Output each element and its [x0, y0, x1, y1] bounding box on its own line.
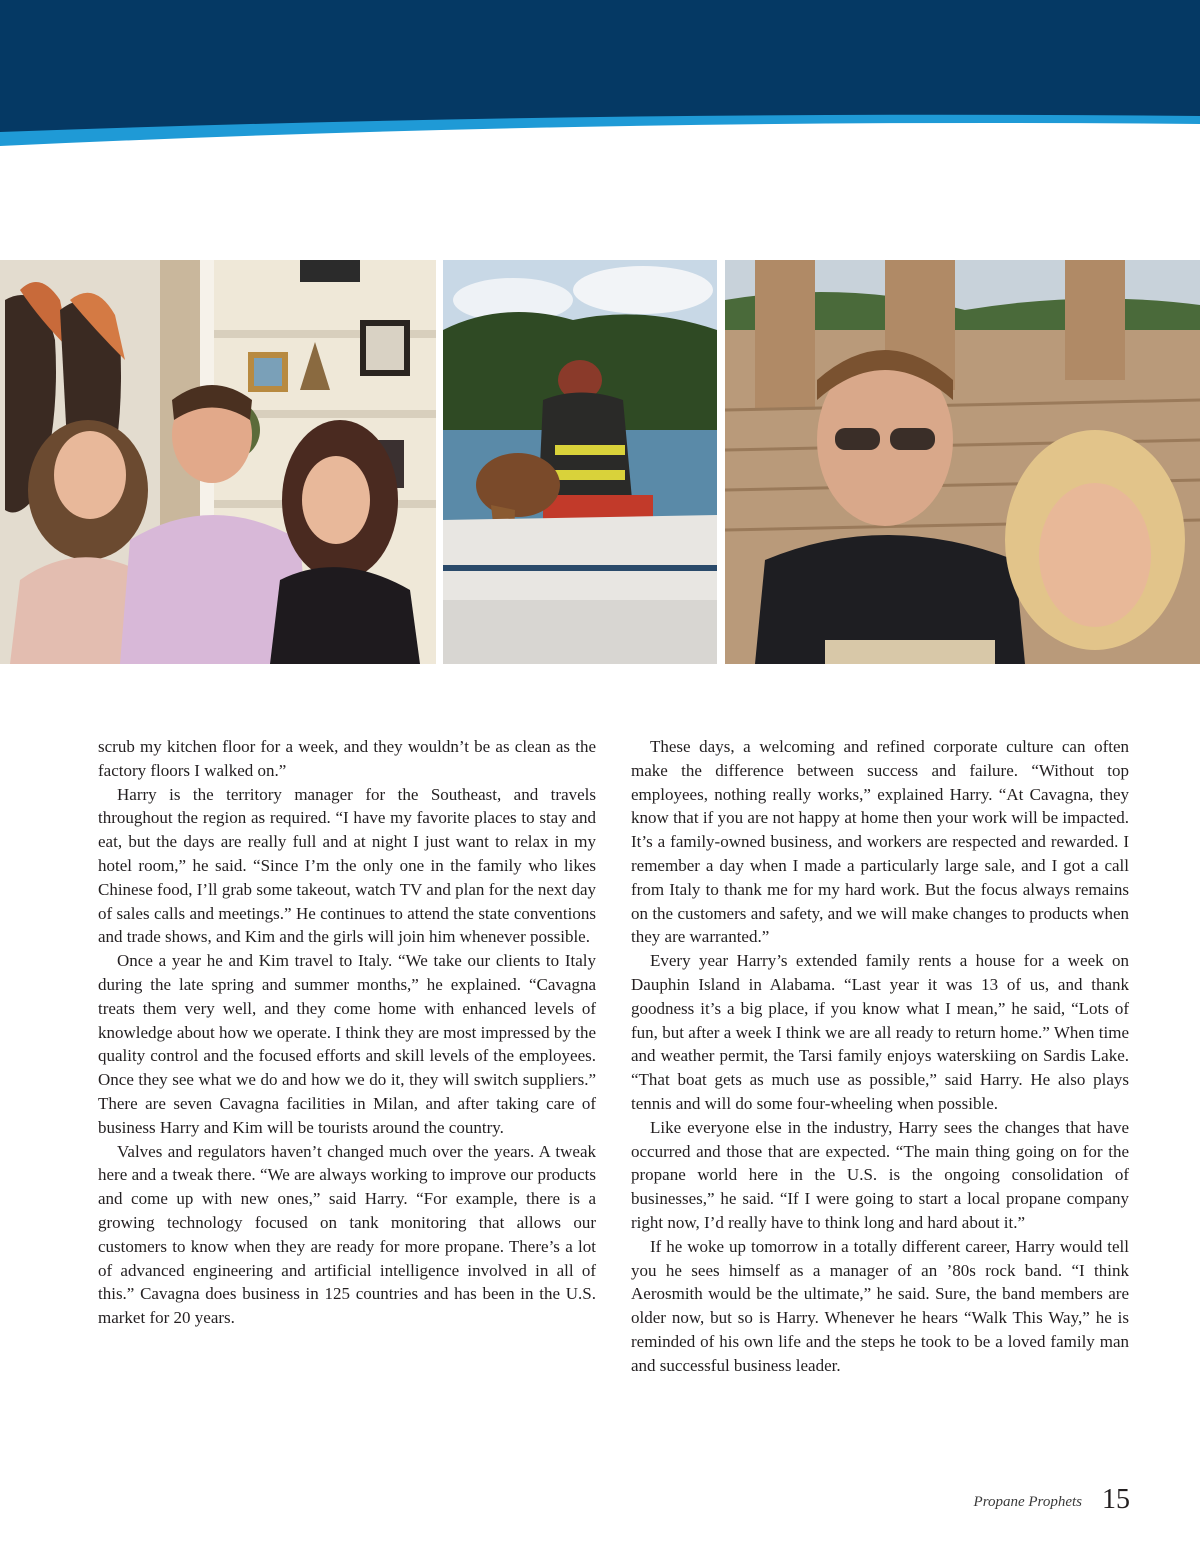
header-band	[0, 0, 1200, 150]
family-photo	[0, 260, 436, 664]
paragraph: scrub my kitchen floor for a week, and they wouldn’t be as clean as the factory floors I walked on.”	[98, 737, 596, 780]
paragraph: These days, a welcoming and refined corporate culture can often make the difference between success and failure. “Without top employees, nothing really works,” explained Harry. “At Cavagna, they know that if you are not happy at home then your work will be impacted. It’s a family-owned business, and workers are respected and rewarded. I remember a day when I made a particularly large sale, and I got a call from Italy to thank me for my hard work. But the focus always remains on the customers and safety, and we will make changes to products when they are warranted.”	[631, 737, 1129, 947]
article-column-right	[631, 735, 1129, 1378]
paragraph: Every year Harry’s extended family rents a house for a week on Dauphin Island in Alabama. “Last year it was 13 of us, and thank goodness it’s a big place, if you know what I mean,” he said, “Lots of fun, but after a week I think we are all ready to return home.” When time and weather permit, the Tarsi family enjoys waterskiing on Sardis Lake. “That boat gets as much use as possible,” said Harry. He also plays tennis and will do some four-wheeling when possible.	[631, 951, 1129, 1113]
couple-at-arena-photo	[725, 260, 1200, 664]
header-band-graphic	[0, 0, 1200, 150]
paragraph: Like everyone else in the industry, Harry sees the changes that have occurred and those that are expected. “The main thing going on for the propane world here in the U.S. is the ongoing consolidation of businesses,” he said. “If I were going to start a local propane company right now, I’d really have to think long and hard about it.”	[631, 1117, 1129, 1232]
paragraph: Harry is the territory manager for the Southeast, and travels throughout the region as required. “I have my favorite places to stay and eat, but the days are really full and at night I just want to relax in my hotel room,” he said. “Since I’m the only one in the family who likes Chinese food, I’ll grab some takeout, watch TV and plan for the next day of sales calls and meetings.” He continues to attend the state conventions and trade shows, and Kim and the girls will join him whenever possible.	[98, 784, 596, 947]
paragraph: Once a year he and Kim travel to Italy. “We take our clients to Italy during the late spring and summer months,” he explained. “Cavagna treats them very well, and they come home with enhanced levels of knowledge about how we operate. I think they are most impressed by the quality control and the focused efforts and skill levels of the employees. Once they see what we do and how we do it, they will switch suppliers.” There are seven Cavagna facilities in Milan, and after taking care of business Harry and Kim will be tourists around the country.	[98, 951, 596, 1137]
page-number: 15	[1102, 1484, 1130, 1515]
paragraph: If he woke up tomorrow in a totally different career, Harry would tell you he sees himself as a manager of an ’80s rock band. “I think Aerosmith would be the ultimate,” he said. Sure, the band members are older now, but so is Harry. Whenever he hears “Walk This Way,” he is reminded of his own life and the steps he took to be a loved family man and successful business leader.	[631, 1236, 1129, 1375]
lake-boat-photo	[443, 260, 717, 664]
article-column-left	[98, 735, 596, 1330]
publication-title: Propane Prophets	[973, 1494, 1082, 1510]
paragraph: Valves and regulators haven’t changed much over the years. A tweak here and a tweak there. “We are always working to improve our products and come up with new ones,” said Harry. “For example, there is a growing technology focused on tank monitoring that allows our customers to know when they are ready for more propane. There’s a lot of advanced engineering and artificial intelligence involved in all of this.” Cavagna does business in 125 countries and has been in the U.S. market for 20 years.	[98, 1141, 596, 1328]
